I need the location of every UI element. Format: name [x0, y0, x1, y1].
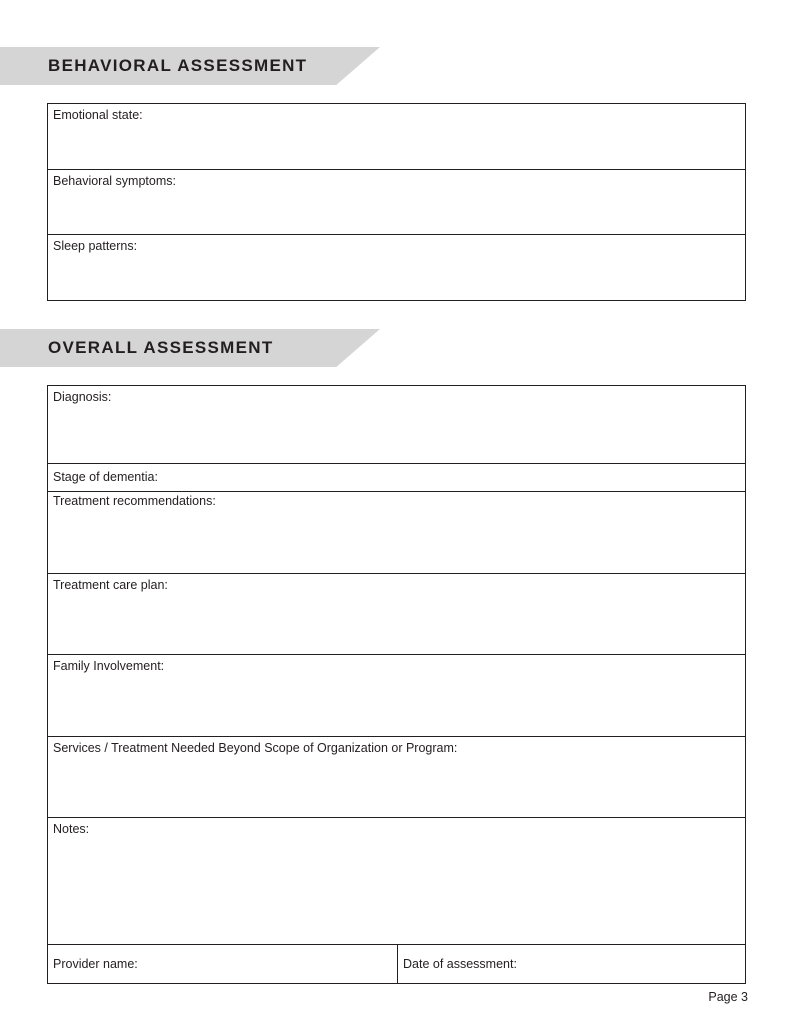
family-involvement-label: Family Involvement: [53, 659, 165, 673]
stage-of-dementia-label: Stage of dementia: [53, 470, 158, 484]
family-involvement-field[interactable] [48, 655, 745, 737]
behavioral-assessment-form [47, 103, 746, 301]
behavioral-assessment-title: BEHAVIORAL ASSESSMENT [48, 56, 308, 75]
behavioral-symptoms-label: Behavioral symptoms: [53, 173, 176, 188]
emotional-state-field[interactable] [48, 104, 745, 170]
date-of-assessment-label: Date of assessment: [403, 957, 517, 971]
provider-name-label: Provider name: [53, 957, 138, 971]
provider-date-row [48, 945, 745, 983]
treatment-recommendations-field[interactable] [48, 492, 745, 574]
date-of-assessment-field[interactable] [398, 945, 745, 983]
services-beyond-scope-label: Services / Treatment Needed Beyond Scope of Organization or Program: [53, 740, 458, 755]
sleep-patterns-label: Sleep patterns: [53, 239, 138, 253]
sleep-patterns-field[interactable] [48, 235, 745, 300]
overall-assessment-title: OVERALL ASSESSMENT [48, 338, 274, 357]
stage-of-dementia-field[interactable] [48, 464, 745, 492]
provider-name-field[interactable] [48, 945, 398, 983]
notes-field[interactable] [48, 818, 745, 945]
page-number: Page 3 [708, 990, 748, 1004]
emotional-state-label: Emotional state: [53, 108, 143, 122]
diagnosis-field[interactable] [48, 386, 745, 464]
notes-label: Notes: [53, 822, 90, 836]
services-beyond-scope-field[interactable] [48, 737, 745, 819]
treatment-care-plan-label: Treatment care plan: [53, 577, 168, 592]
overall-assessment-form [47, 385, 746, 984]
treatment-recommendations-label: Treatment recommendations: [53, 494, 216, 508]
treatment-care-plan-field[interactable] [48, 574, 745, 656]
behavioral-symptoms-field[interactable] [48, 170, 745, 236]
diagnosis-label: Diagnosis: [53, 390, 112, 404]
